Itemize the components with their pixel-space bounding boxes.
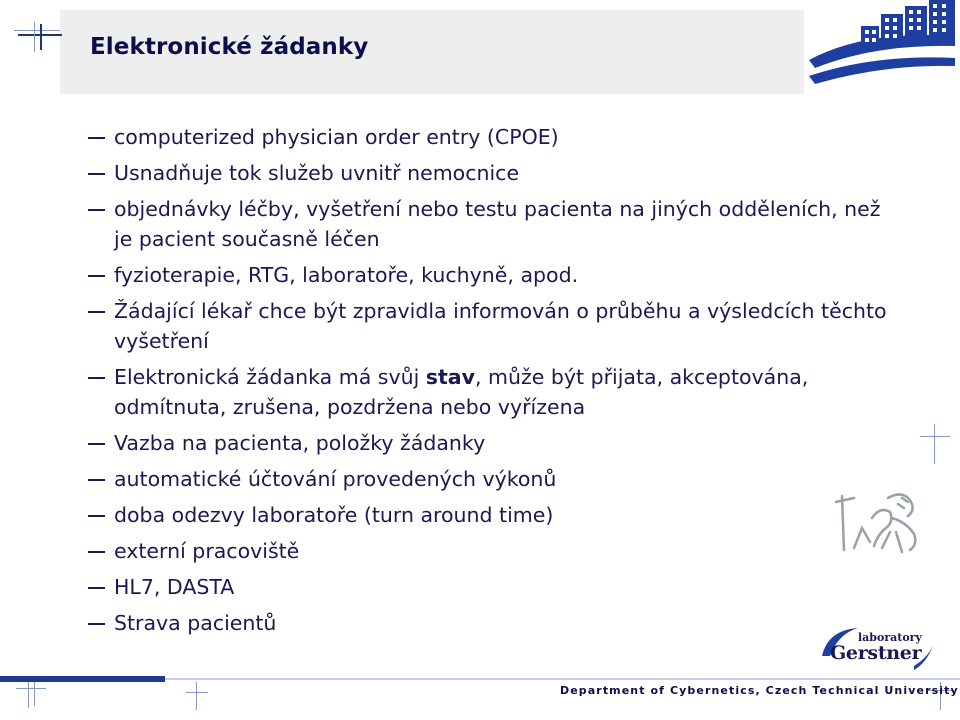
list-item: Elektronická žádanka má svůj stav, může být přijata, akceptována, odmítnuta, zrušena, pozdržena nebo vyřízena [86,362,904,422]
list-item: Strava pacientů [86,608,886,638]
bullet-list [86,122,886,644]
list-item: computerized physician order entry (CPOE) [86,122,886,152]
list-item: automatické účtování provedených výkonů [86,464,886,494]
status-keyword: stav [425,365,475,389]
lab-logo-small-text: laboratory [858,631,922,644]
list-item: doba odezvy laboratoře (turn around time) [86,500,886,530]
list-item: objednávky léčby, vyšetření nebo testu pacienta na jiných odděleních, než je pacient současně léčen [86,194,894,254]
list-item: HL7, DASTA [86,572,886,602]
lion-emblem-icon [832,488,928,560]
list-item: Žádající lékař chce být zpravidla informován o průběhu a výsledcích těchto vyšetření [86,296,904,356]
footer-accent-bar [0,676,165,682]
hospital-logo-icon [805,0,960,92]
footer-text: Department of Cybernetics, Czech Technical University [560,684,959,697]
list-item: externí pracoviště [86,536,886,566]
list-item: fyzioterapie, RTG, laboratoře, kuchyně, apod. [86,260,886,290]
lab-logo-big-text: Gerstner [830,642,922,664]
crosshair-icon [16,678,46,708]
crosshair-icon [186,682,208,712]
crosshair-icon [920,424,950,464]
list-item: Usnadňuje tok služeb uvnitř nemocnice [86,158,886,188]
list-item: Vazba na pacienta, položky žádanky [86,428,886,458]
crosshair-icon [14,22,64,52]
footer-rule [165,678,960,680]
slide-title: Elektronické žádanky [90,34,369,60]
